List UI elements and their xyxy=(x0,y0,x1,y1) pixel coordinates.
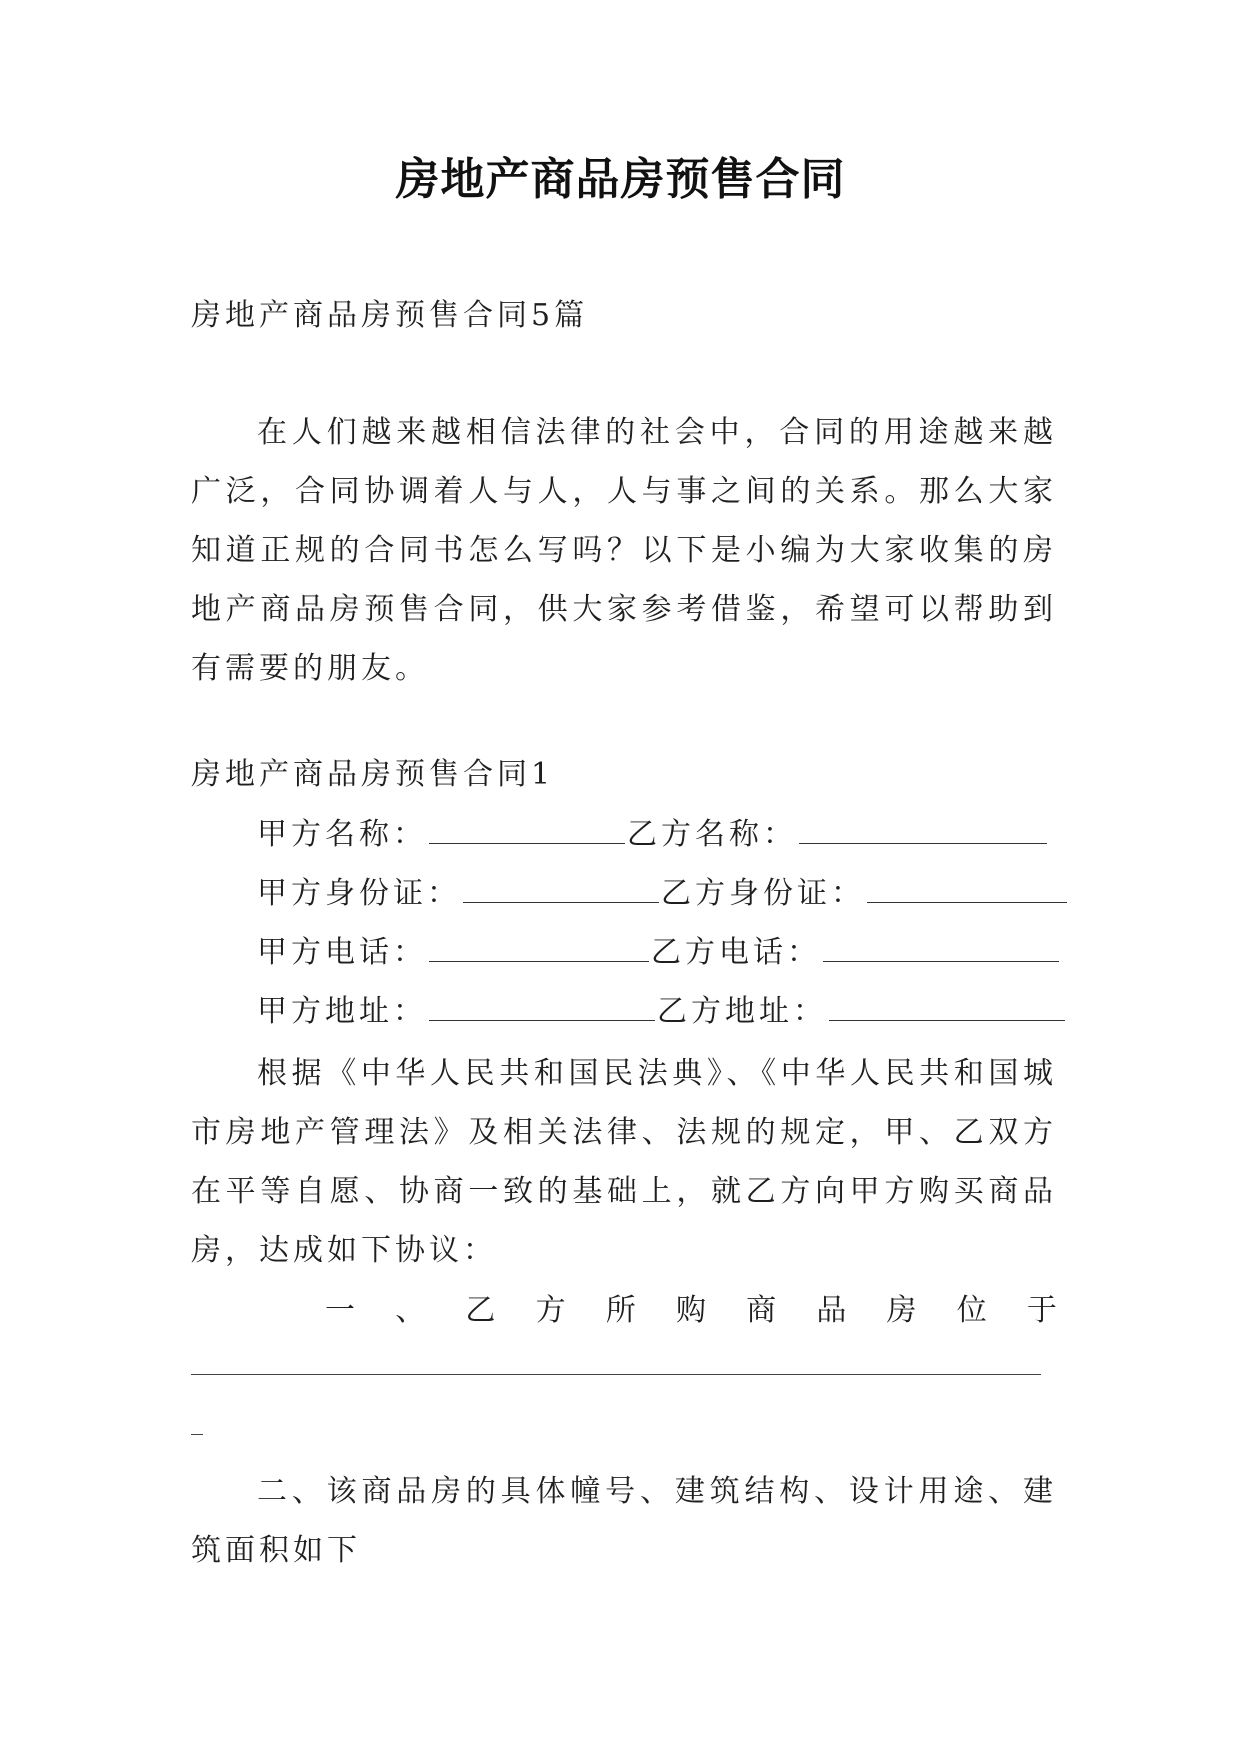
party-b-id-blank[interactable] xyxy=(867,872,1067,903)
party-a-id-blank[interactable] xyxy=(463,872,659,903)
clause-1-char: 乙 xyxy=(465,1293,496,1328)
party-b-phone-blank[interactable] xyxy=(823,931,1059,962)
clause-1-char: 购 xyxy=(675,1293,706,1328)
clause-1-char: 位 xyxy=(956,1293,987,1328)
party-id-row xyxy=(257,872,1069,914)
clause-1-line xyxy=(325,1291,1057,1331)
party-name-row xyxy=(257,813,1049,855)
clause-1-char: 一 xyxy=(325,1293,355,1328)
clause-1-char: 品 xyxy=(816,1293,847,1328)
party-a-name-blank[interactable] xyxy=(429,813,625,844)
clause-1-char: 于 xyxy=(1026,1293,1057,1328)
location-blank-line-tail[interactable] xyxy=(191,1434,203,1435)
clause-1-char: 所 xyxy=(605,1293,636,1328)
party-b-name-label: 乙方名称： xyxy=(627,817,797,852)
location-blank-line[interactable] xyxy=(191,1374,1041,1375)
clause-1-char: 商 xyxy=(746,1293,777,1328)
clause-1-char: 、 xyxy=(395,1293,426,1328)
clause-2-paragraph: 二、该商品房的具体幢号、建筑结构、设计用途、建筑面积如下 xyxy=(191,1474,1057,1568)
intro-paragraph: 在人们越来越相信法律的社会中，合同的用途越来越广泛，合同协调着人与人，人与事之间的关系。那么大家知道正规的合同书怎么写吗？以下是小编为大家收集的房地产商品房预售合同，供大家参考借鉴，希望可以帮助到有需要的朋友。 xyxy=(191,415,1057,686)
party-a-address-label: 甲方地址： xyxy=(257,994,427,1029)
basis-paragraph: 根据《中华人民共和国民法典》、《中华人民共和国城市房地产管理法》及相关法律、法规的规定，甲、乙双方在平等自愿、协商一致的基础上，就乙方向甲方购买商品房，达成如下协议： xyxy=(191,1056,1057,1268)
party-a-address-blank[interactable] xyxy=(429,990,655,1021)
page-title: 房地产商品房预售合同 xyxy=(395,154,846,205)
party-a-phone-blank[interactable] xyxy=(429,931,649,962)
party-a-id-label: 甲方身份证： xyxy=(257,876,461,911)
party-b-phone-label: 乙方电话： xyxy=(651,935,821,970)
party-b-id-label: 乙方身份证： xyxy=(661,876,865,911)
party-b-address-label: 乙方地址： xyxy=(657,994,827,1029)
party-address-row xyxy=(257,990,1067,1032)
party-b-name-blank[interactable] xyxy=(799,813,1047,844)
section-heading: 房地产商品房预售合同1 xyxy=(191,757,555,792)
party-phone-row xyxy=(257,931,1061,973)
document-subtitle: 房地产商品房预售合同5篇 xyxy=(191,298,589,333)
party-a-name-label: 甲方名称： xyxy=(257,817,427,852)
clause-1-char: 房 xyxy=(886,1293,917,1328)
party-a-phone-label: 甲方电话： xyxy=(257,935,427,970)
party-b-address-blank[interactable] xyxy=(829,990,1065,1021)
clause-1-char: 方 xyxy=(535,1293,566,1328)
